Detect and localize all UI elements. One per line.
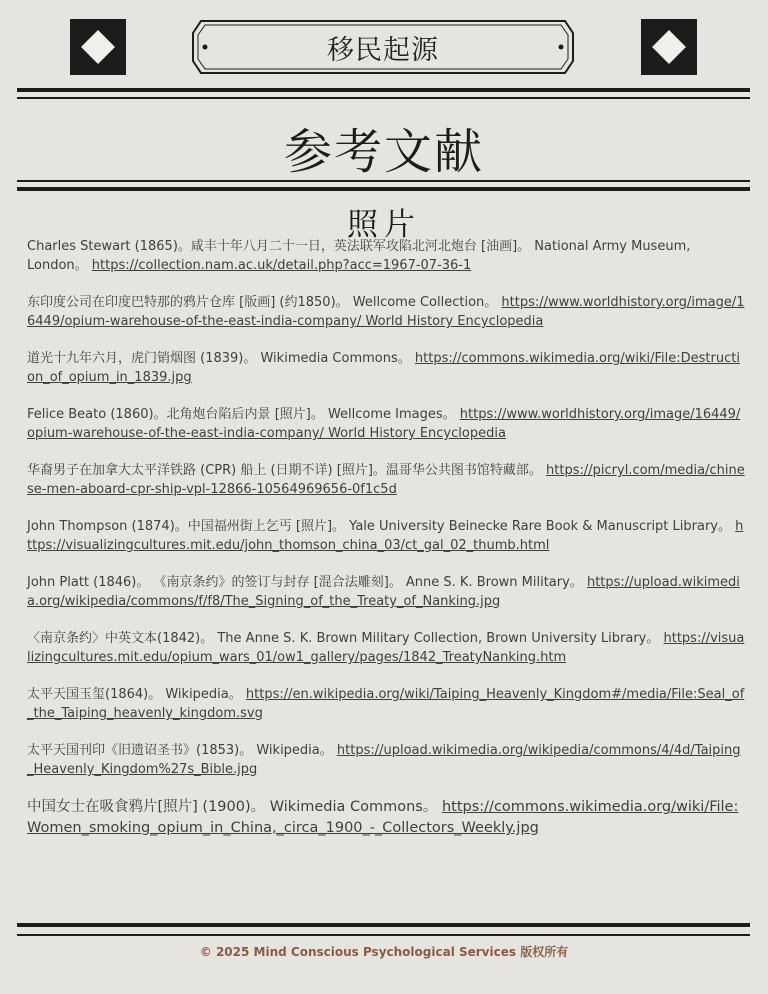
reference-text: 太平天国刊印《旧遗诏圣书》(1853)。 Wikipedia。 [27, 743, 337, 758]
reference-link[interactable]: https://en.wikipedia.org/wiki/Taiping_Heavenly_Kingdom#/media/File:Seal_of_the_Taiping_heavenly_kingdom.svg [27, 687, 745, 721]
reference-text: John Platt (1846)。 《南京条约》的签订与封存 [混合法雕刻]。 Anne S. K. Brown Military。 [27, 575, 587, 590]
reference-link[interactable]: https://visualizingcultures.mit.edu/john_thomson_china_03/ct_gal_02_thumb.html [27, 519, 744, 553]
divider-line [17, 97, 750, 99]
divider-line [17, 934, 750, 936]
reference-link[interactable]: https://upload.wikimedia.org/wikipedia/commons/f/f8/The_Signing_of_the_Treaty_of_Nanking.jpg [27, 575, 740, 609]
divider-line [17, 923, 750, 927]
reference-text: 华裔男子在加拿大太平洋铁路 (CPR) 船上 (日期不详) [照片]。温哥华公共图书馆特藏部。 [27, 463, 547, 478]
banner-title: 移民起源 [327, 34, 439, 66]
left-corner-badge [70, 19, 126, 75]
divider-line [17, 88, 750, 92]
reference-item [27, 797, 745, 839]
reference-text: 道光十九年六月，虎门销烟图 (1839)。 Wikimedia Commons。 [27, 351, 415, 366]
page-title: 参考文献 [283, 124, 484, 180]
reference-link[interactable]: https://visualizingcultures.mit.edu/opium_wars_01/ow1_gallery/pages/1842_TreatyNanking.htm [27, 631, 745, 665]
reference-item [27, 741, 745, 779]
section-title: 照片 [347, 207, 421, 243]
reference-item [27, 349, 745, 387]
reference-link[interactable]: https://collection.nam.ac.uk/detail.php?acc=1967-07-36-1 [91, 258, 472, 273]
reference-link[interactable]: https://www.worldhistory.org/image/16449/opium-warehouse-of-the-east-india-company/ World History Encyclopedia [27, 295, 745, 329]
reference-item [27, 405, 745, 443]
copyright-footer: © 2025 Mind Conscious Psychological Services 版权所有 [199, 945, 569, 959]
reference-link[interactable]: https://picryl.com/media/chinese-men-aboard-cpr-ship-vpl-12866-10564969656-0f1c5d [27, 463, 745, 497]
diamond-icon [81, 30, 115, 64]
reference-text: John Thompson (1874)。中国福州街上乞丐 [照片]。 Yale University Beinecke Rare Book & Manuscript Library。 [27, 519, 736, 534]
reference-item [27, 629, 745, 667]
divider-line [17, 187, 750, 191]
divider-line [17, 180, 750, 182]
reference-link[interactable]: https://www.worldhistory.org/image/16449/opium-warehouse-of-the-east-india-company/ World History Encyclopedia [27, 407, 741, 441]
reference-text: 东印度公司在印度巴特那的鸦片仓库 [版画] (约1850)。 Wellcome Collection。 [27, 295, 502, 310]
reference-text: 太平天国玉玺(1864)。 Wikipedia。 [27, 687, 246, 702]
reference-item [27, 237, 745, 275]
reference-text: Charles Stewart (1865)。咸丰十年八月二十一日，英法联军攻陷北河北炮台 [油画]。 National Army Museum, London。 [27, 239, 691, 273]
reference-item [27, 573, 745, 611]
reference-text: 〈南京条约〉中英文本(1842)。 The Anne S. K. Brown Military Collection, Brown University Library。 [27, 631, 664, 646]
reference-text: 中国女士在吸食鸦片[照片] (1900)。 Wikimedia Commons。 [27, 799, 442, 815]
reference-item [27, 461, 745, 499]
reference-link[interactable]: https://commons.wikimedia.org/wiki/File:Women_smoking_opium_in_China,_circa_1900_-_Collectors_Weekly.jpg [27, 799, 739, 836]
title-banner [191, 19, 575, 75]
right-corner-badge [641, 19, 697, 75]
reference-link[interactable]: https://commons.wikimedia.org/wiki/File:Destruction_of_opium_in_1839.jpg [27, 351, 740, 385]
reference-item [27, 685, 745, 723]
reference-text: Felice Beato (1860)。北角炮台陷后内景 [照片]。 Wellcome Images。 [27, 407, 460, 422]
reference-item [27, 293, 745, 331]
reference-item [27, 517, 745, 555]
diamond-icon [652, 30, 686, 64]
reference-list [27, 237, 745, 857]
reference-link[interactable]: https://upload.wikimedia.org/wikipedia/commons/4/4d/Taiping_Heavenly_Kingdom%27s_Bible.jpg [27, 743, 741, 777]
